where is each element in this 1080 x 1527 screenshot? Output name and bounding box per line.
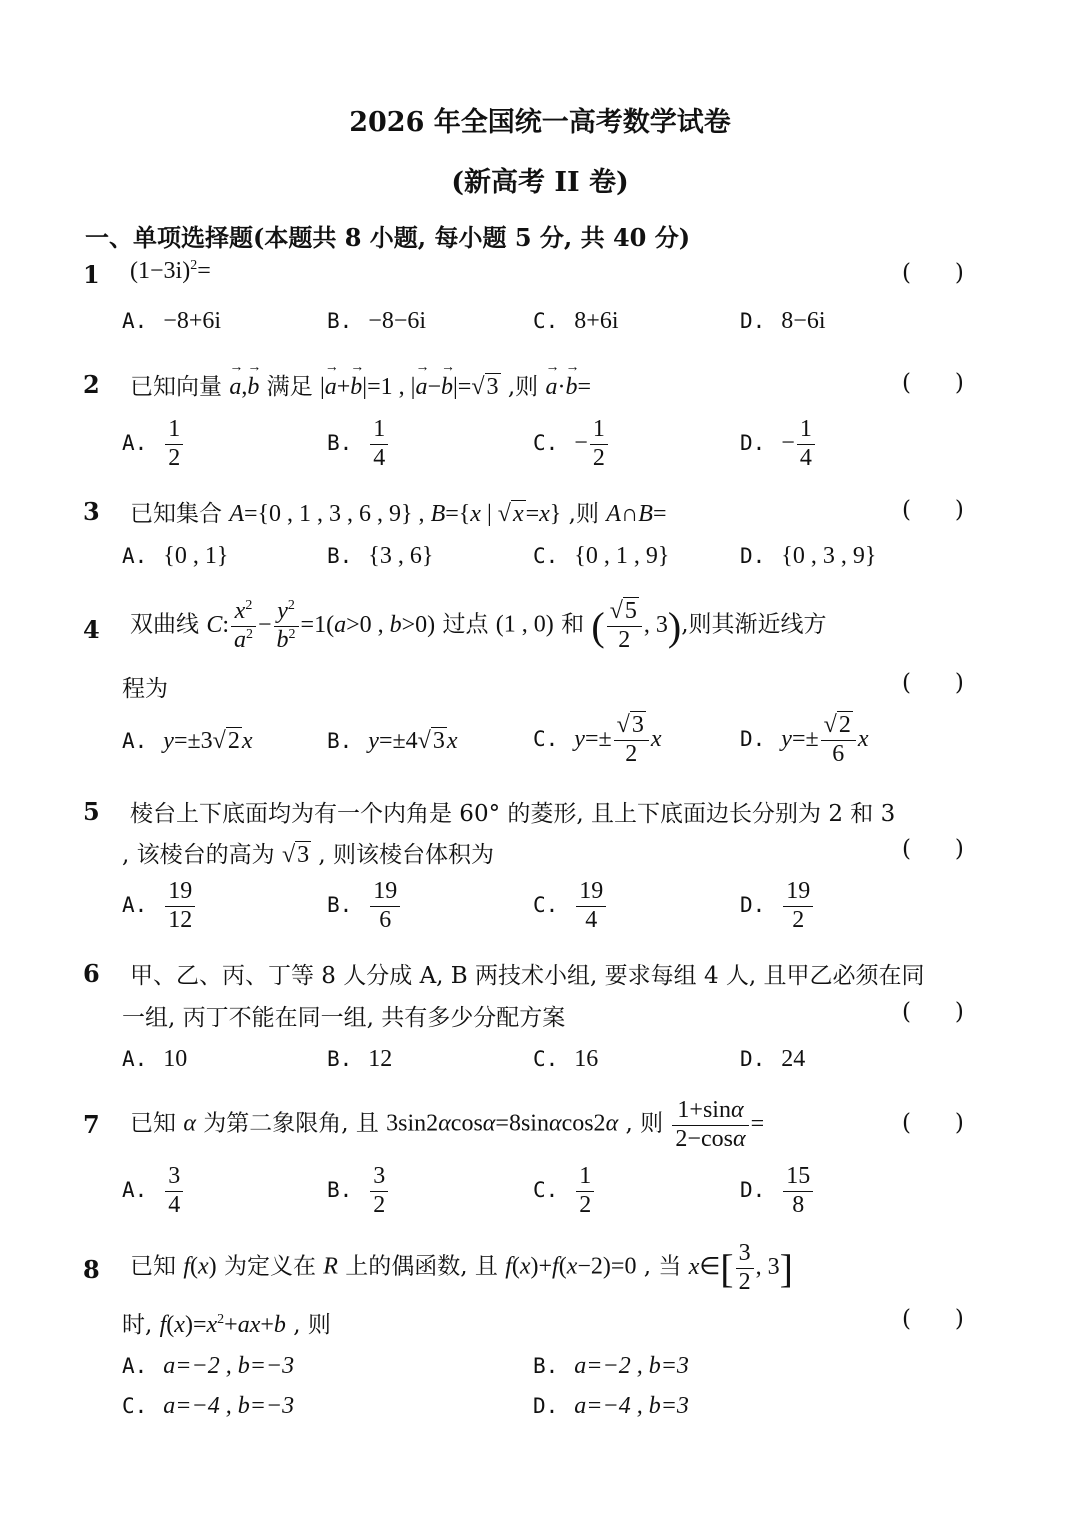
- option-c: C. y=± $\frac{√3}{2}$ x: [533, 712, 662, 767]
- option-d: D. − $\frac{1}{4}$: [740, 416, 817, 472]
- option-a: A. $\frac{1}{2}$: [122, 416, 185, 472]
- option-c: C. {0 , 1 , 9}: [533, 543, 670, 569]
- option-d: D. $\frac{15}{8}$: [740, 1163, 815, 1219]
- question-stem: 已知 α 为第二象限角, 且 3sin2αcosα=8sinαcos2α , 则 $\frac{1+\sin\alpha}{2-\cos\alpha}$ =: [130, 1097, 765, 1152]
- option-b: B. a=−2 , b=3: [533, 1353, 689, 1379]
- option-c: C. 8+6i: [533, 308, 619, 334]
- answer-blank: ( ): [902, 836, 964, 862]
- answer-blank: ( ): [902, 670, 964, 696]
- option-b: B. $\frac{19}{6}$: [327, 878, 402, 934]
- option-b: B. 12: [327, 1046, 393, 1072]
- option-a: A. −8+6i: [122, 308, 222, 334]
- question-stem-continued: 时, $f(x)=x^2+ax+b$ , 则: [122, 1312, 331, 1338]
- option-d: D. a=−4 , b=3: [533, 1393, 689, 1419]
- answer-blank: ( ): [902, 999, 964, 1025]
- option-b: B. −8−6i: [327, 308, 427, 334]
- question-number: 7: [83, 1110, 100, 1139]
- option-a: A. y=±3√2x: [122, 728, 253, 754]
- question-stem: $(1-3i)^2=$: [130, 258, 211, 284]
- option-b: B. y=±4√3x: [327, 728, 458, 754]
- question-stem-continued: 一组, 丙丁不能在同一组, 共有多少分配方案: [122, 1005, 566, 1031]
- question-number: 5: [83, 797, 100, 826]
- option-c: C. a=−4 , b=−3: [122, 1393, 295, 1419]
- option-d: D. y=± $\frac{√2}{6}$ x: [740, 712, 869, 767]
- answer-blank: ( ): [902, 1306, 964, 1332]
- option-b: B. {3 , 6}: [327, 543, 434, 569]
- answer-blank: ( ): [902, 497, 964, 523]
- option-a: A. {0 , 1}: [122, 543, 229, 569]
- question-stem: 已知集合 A={0 , 1 , 3 , 6 , 9} , B={x | √x=x} ,则 A∩B=: [130, 501, 667, 527]
- question-stem: 已知向量 → a,→ b 满足 |→ a+→ b|=1 , |→ a−→ b|=√3 ,则 → a·→ b=: [130, 368, 591, 401]
- exam-title: 2026 年全国统一高考数学试卷: [349, 107, 731, 138]
- section-heading: 一、单项选择题(本题共 8 小题, 每小题 5 分, 共 40 分): [85, 223, 691, 252]
- question-number: 8: [83, 1255, 100, 1284]
- option-d: D. {0 , 3 , 9}: [740, 543, 877, 569]
- option-d: D. 8−6i: [740, 308, 826, 334]
- question-stem: 已知 f(x) 为定义在 R 上的偶函数, 且 f(x)+f(x−2)=0 , 当 x∈[ $\frac{3}{2}$ , 3]: [130, 1240, 793, 1295]
- question-stem: 双曲线 C: $\frac{x^2}{a^2}$ − $\frac{y^2}{b^2}$ =1(a>0 , b>0) 过点 (1 , 0) 和 ( $\frac{√5}{2}$ , 3),则其渐近线方: [130, 598, 827, 653]
- question-number: 4: [83, 615, 100, 644]
- option-b: B. $\frac{3}{2}$: [327, 1163, 390, 1219]
- question-stem-continued: , 该棱台的高为 √3 , 则该棱台体积为: [122, 842, 495, 868]
- option-a: A. $\frac{3}{4}$: [122, 1163, 185, 1219]
- option-b: B. $\frac{1}{4}$: [327, 416, 390, 472]
- option-c: C. $\frac{1}{2}$: [533, 1163, 596, 1219]
- option-d: D. 24: [740, 1046, 806, 1072]
- option-c: C. − $\frac{1}{2}$: [533, 416, 610, 472]
- answer-blank: ( ): [902, 1110, 964, 1136]
- question-number: 2: [83, 370, 100, 399]
- answer-blank: ( ): [902, 370, 964, 396]
- option-a: A. $\frac{19}{12}$: [122, 878, 197, 934]
- exam-subtitle: (新高考 II 卷): [451, 167, 629, 198]
- option-c: C. 16: [533, 1046, 599, 1072]
- option-d: D. $\frac{19}{2}$: [740, 878, 815, 934]
- option-a: A. a=−2 , b=−3: [122, 1353, 295, 1379]
- question-stem-continued: 程为: [122, 676, 168, 702]
- question-number: 6: [83, 959, 100, 988]
- option-c: C. $\frac{19}{4}$: [533, 878, 608, 934]
- option-a: A. 10: [122, 1046, 188, 1072]
- question-number: 3: [83, 497, 100, 526]
- question-stem: 甲、乙、丙、丁等 8 人分成 A, B 两技术小组, 要求每组 4 人, 且甲乙必须在同: [130, 963, 925, 989]
- question-stem: 棱台上下底面均为有一个内角是 60° 的菱形, 且上下底面边长分别为 2 和 3: [130, 801, 896, 827]
- answer-blank: ( ): [902, 260, 964, 286]
- question-number: 1: [83, 260, 100, 289]
